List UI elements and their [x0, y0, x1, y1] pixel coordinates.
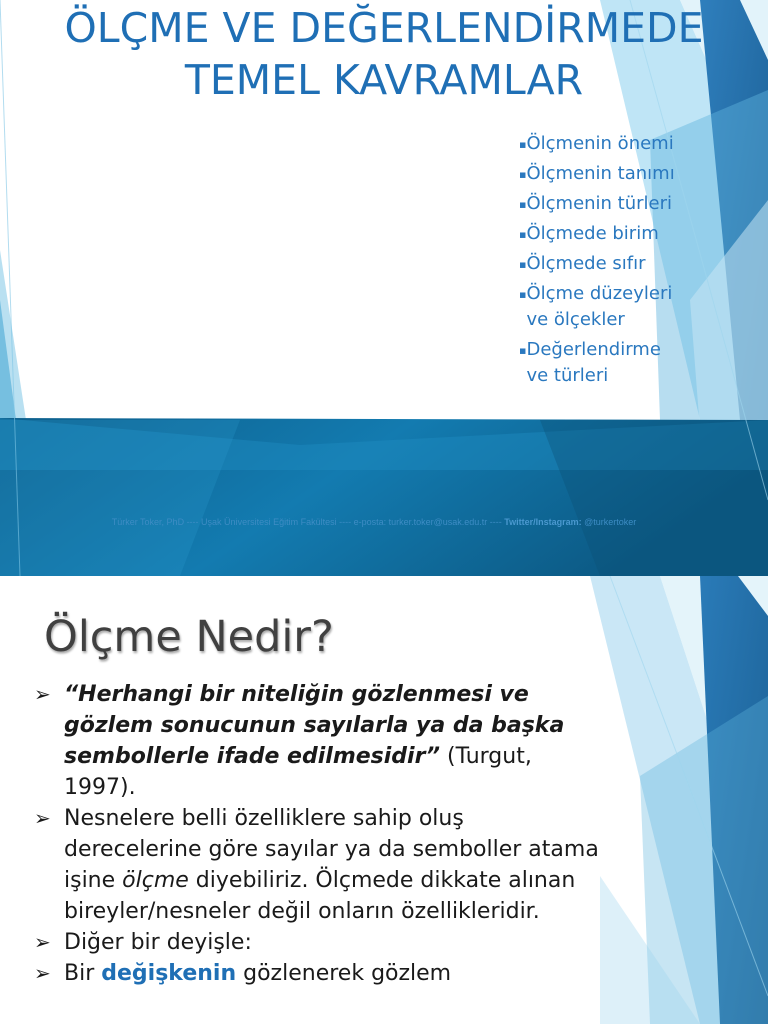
topic-item — [519, 191, 675, 217]
arrow-bullet-icon: ➢ — [34, 682, 51, 706]
other-words-text: Diğer bir deyişle: — [64, 930, 252, 955]
slide-definition — [0, 576, 768, 1024]
title-line-1: ÖLÇME VE DEĞERLENDİRMEDE — [64, 4, 704, 52]
arrow-bullet-icon: ➢ — [34, 961, 51, 985]
topics-list — [519, 131, 675, 393]
bullet-icon: ▪ — [519, 198, 527, 211]
topic-label: Ölçmenin türleri — [526, 193, 673, 214]
variable-post: gözlenerek gözlem — [236, 961, 452, 986]
definition-quote-item — [34, 679, 599, 803]
topic-label: Ölçmede sıfır — [526, 253, 646, 274]
definition-quote: Herhangi bir niteliğin gözlenmesi ve gözlem sonucunun sayılarla ya da başka sembollerle ifade edilmesidir — [64, 682, 565, 769]
footer-social-label: Twitter/Instagram: — [504, 517, 582, 527]
footer-text: Türker Toker, PhD ---- Uşak Üniversitesi Eğitim Fakültesi ---- e-posta: turker.toker@usak.edu.tr ---- — [111, 517, 505, 527]
footer-handle: @turkertoker — [581, 517, 637, 527]
variable-item — [34, 958, 599, 989]
topic-item — [519, 161, 675, 187]
explanation-post: diyebiliriz. Ölçmede dikkate alınan bireyler/nesneler değil onların özellikleridir. — [64, 868, 576, 924]
topic-item — [519, 337, 675, 389]
topic-item — [519, 221, 675, 247]
bullet-icon: ▪ — [519, 344, 527, 357]
bullet-icon: ▪ — [519, 258, 527, 271]
arrow-bullet-icon: ➢ — [34, 930, 51, 954]
definition-explanation-item — [34, 803, 599, 927]
arrow-bullet-icon: ➢ — [34, 806, 51, 830]
definition-list — [34, 679, 599, 989]
open-quote: “ — [64, 682, 79, 707]
topic-label: Ölçme düzeyleri ve ölçekler — [526, 283, 673, 330]
topic-item — [519, 281, 675, 333]
explanation-pre: Nesnelere belli özelliklere sahip oluş derecelerine göre sayılar ya da semboller atama işine — [64, 806, 599, 893]
topic-label: Ölçmenin tanımı — [526, 163, 675, 184]
bullet-icon: ▪ — [519, 138, 527, 151]
explanation-emphasis: ölçme — [122, 868, 189, 893]
variable-pre: Bir — [64, 961, 102, 986]
title-line-2: TEMEL KAVRAMLAR — [184, 56, 584, 104]
slide2-title: Ölçme Nedir? — [44, 612, 334, 662]
topic-label: Ölçmenin önemi — [526, 133, 674, 154]
close-quote: ” — [425, 744, 441, 769]
slide1-title — [0, 2, 768, 106]
bullet-icon: ▪ — [519, 228, 527, 241]
topic-item — [519, 131, 675, 157]
other-words-item — [34, 927, 599, 958]
topic-item — [519, 251, 675, 277]
bullet-icon: ▪ — [519, 288, 527, 301]
variable-highlight: değişkenin — [101, 961, 237, 986]
bullet-icon: ▪ — [519, 168, 527, 181]
topic-label: Değerlendirme ve türleri — [526, 339, 661, 386]
citation: (Turgut, 1997). — [64, 744, 532, 800]
slide1-footer — [0, 517, 748, 527]
topic-label: Ölçmede birim — [526, 223, 659, 244]
